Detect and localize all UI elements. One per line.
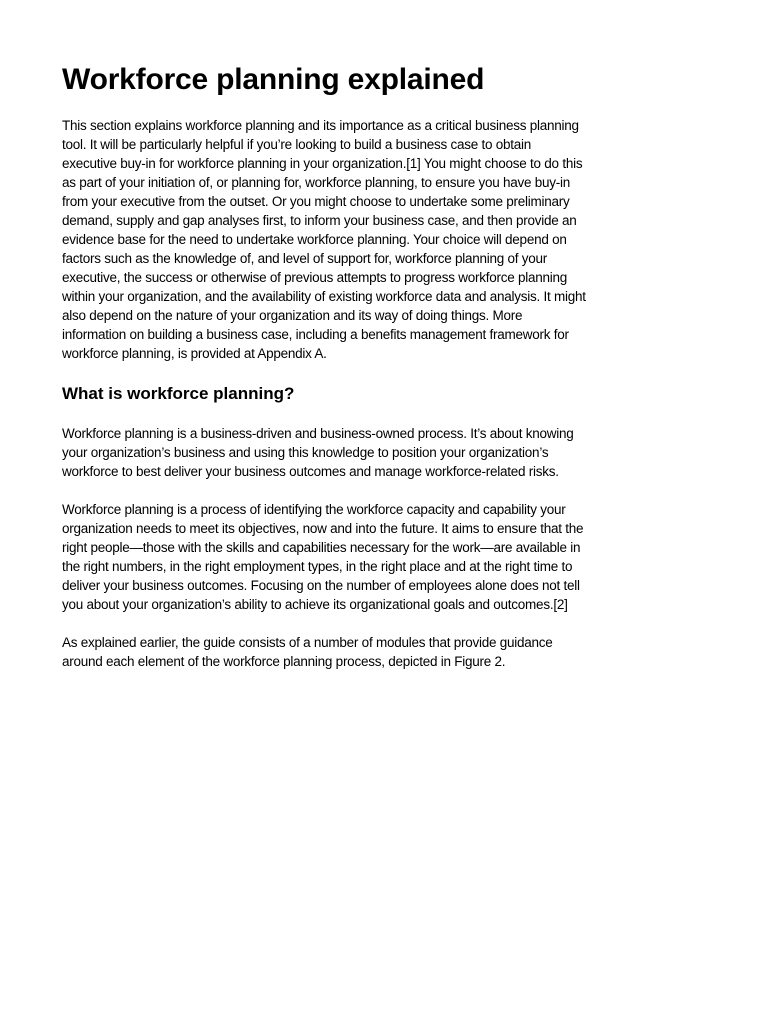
text-line: demand, supply and gap analyses first, to inform your business case, and then provide an (62, 213, 577, 228)
text-line: also depend on the nature of your organization and its way of doing things. More (62, 308, 523, 323)
text-line: your organization’s business and using this knowledge to position your organization’s (62, 445, 549, 460)
section-heading: What is workforce planning? (62, 384, 295, 403)
text-line: As explained earlier, the guide consists of a number of modules that provide guidance (62, 635, 553, 650)
text-line: workforce to best deliver your business outcomes and manage workforce-related risks. (62, 464, 559, 479)
text-line: evidence base for the need to undertake workforce planning. Your choice will depend on (62, 232, 567, 247)
text-line: from your executive from the outset. Or you might choose to undertake some preliminary (62, 194, 570, 209)
text-line: within your organization, and the availability of existing workforce data and analysis. It might (62, 289, 586, 304)
text-line: executive, the success or otherwise of previous attempts to progress workforce planning (62, 270, 568, 285)
text-line: Workforce planning is a process of identifying the workforce capacity and capability your (62, 502, 566, 517)
text-line: you about your organization’s ability to achieve its organizational goals and outcomes.[2] (62, 597, 568, 612)
text-line: deliver your business outcomes. Focusing on the number of employees alone does not tell (62, 578, 580, 593)
page-title: Workforce planning explained (62, 63, 485, 96)
text-line: factors such as the knowledge of, and level of support for, workforce planning of your (62, 251, 548, 266)
text-line: as part of your initiation of, or planning for, workforce planning, to ensure you have buy-in (62, 175, 571, 190)
text-line: Workforce planning is a business-driven and business-owned process. It’s about knowing (62, 426, 574, 441)
text-line: tool. It will be particularly helpful if you’re looking to build a business case to obtain (62, 137, 532, 152)
text-line: executive buy-in for workforce planning in your organization.[1] You might choose to do this (62, 156, 583, 171)
text-line: right people—those with the skills and capabilities necessary for the work—are available in (62, 540, 581, 555)
text-line: around each element of the workforce planning process, depicted in Figure 2. (62, 654, 506, 669)
text-line: the right numbers, in the right employment types, in the right place and at the right time to (62, 559, 573, 574)
paragraph-business-driven (62, 424, 662, 481)
text-line: organization needs to meet its objectives, now and into the future. It aims to ensure that the (62, 521, 584, 536)
text-line: workforce planning, is provided at Appendix A. (62, 346, 327, 361)
text-line: information on building a business case, including a benefits management framework for (62, 327, 569, 342)
document-page (62, 60, 662, 690)
paragraph-guide-modules (62, 633, 662, 671)
text-line: This section explains workforce planning and its importance as a critical business planning (62, 118, 579, 133)
paragraph-process-definition (62, 500, 662, 614)
intro-paragraph (62, 116, 662, 363)
